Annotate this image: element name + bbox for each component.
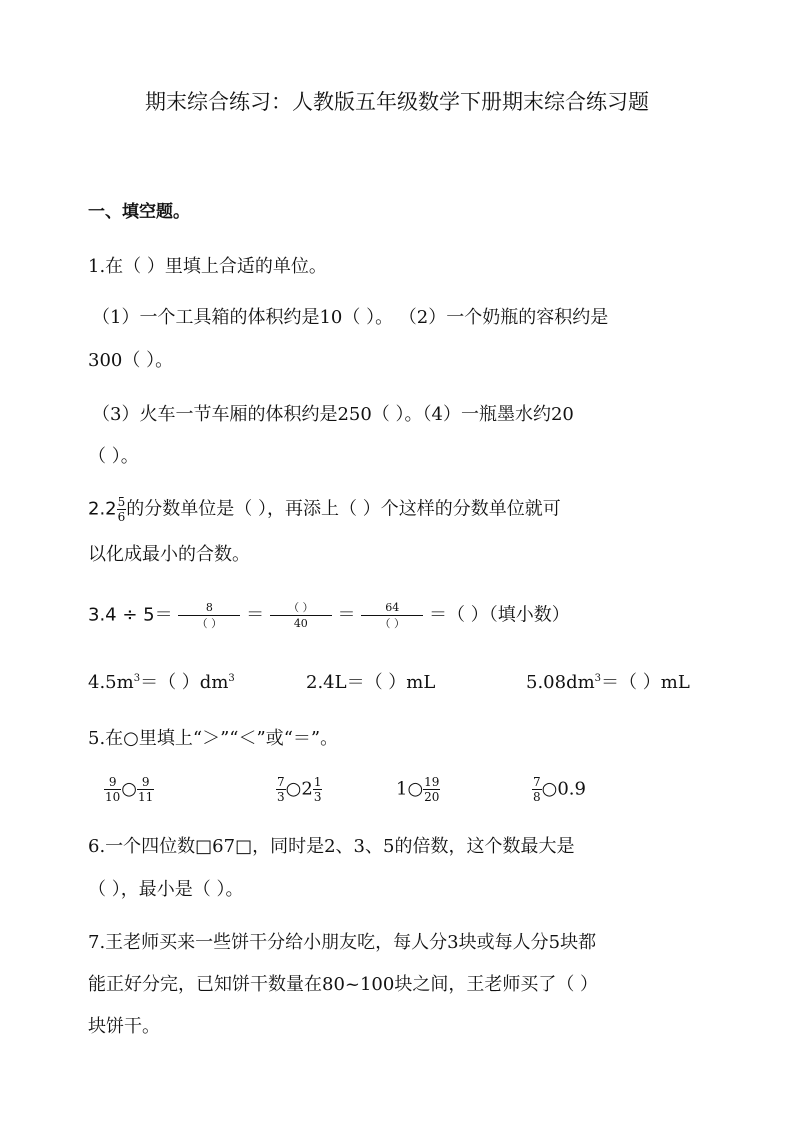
equals-sign: ＝ bbox=[337, 604, 356, 626]
fraction bbox=[104, 776, 121, 803]
compare-circle: 1○ bbox=[396, 778, 424, 800]
comparison-2 bbox=[276, 776, 322, 803]
fraction bbox=[423, 776, 440, 803]
fraction-numerator: 8 bbox=[205, 601, 213, 614]
fraction-bar bbox=[361, 615, 423, 616]
question-3-line bbox=[88, 602, 570, 629]
question-2-line-1 bbox=[88, 496, 561, 523]
question-3-tail: ＝（ ）（填小数） bbox=[429, 604, 570, 626]
fraction-denominator: （ ） bbox=[196, 617, 223, 630]
question-6-line-1: 6.一个四位数□67□，同时是2、3、5的倍数，这个数最大是 bbox=[88, 836, 575, 857]
question-4-a-rest: ＝（ ）dm bbox=[140, 672, 229, 693]
fraction-numerator: 5 bbox=[117, 495, 126, 509]
question-7-line-1: 7.王老师买来一些饼干分给小朋友吃，每人分3块或每人分5块都 bbox=[88, 932, 597, 953]
comparison-4 bbox=[532, 776, 586, 803]
superscript: 3 bbox=[594, 673, 602, 684]
fraction-numerator: （ ） bbox=[288, 601, 314, 614]
fraction-numerator: 7 bbox=[277, 775, 285, 789]
question-6-line-2: （ ），最小是（ ）。 bbox=[88, 879, 244, 900]
superscript: 3 bbox=[133, 673, 141, 684]
fraction bbox=[361, 602, 423, 629]
fraction-denominator: 3 bbox=[277, 790, 285, 804]
question-1-line-c: （3）火车一节车厢的体积约是250（ ）。（4）一瓶墨水约20 bbox=[92, 404, 574, 425]
fraction-denominator: （ ） bbox=[379, 617, 406, 630]
fraction bbox=[313, 776, 323, 803]
fraction-bar bbox=[178, 615, 240, 616]
fraction-bar bbox=[270, 615, 332, 616]
fraction-denominator: 3 bbox=[313, 790, 322, 804]
fraction-numerator: 1 bbox=[313, 775, 322, 789]
fraction bbox=[276, 776, 286, 803]
superscript: 3 bbox=[228, 673, 235, 684]
fraction-denominator: 20 bbox=[424, 790, 440, 804]
question-4-c-rest: ＝（ ）mL bbox=[601, 672, 690, 693]
comparison-3 bbox=[396, 776, 440, 803]
question-1-line-a: （1）一个工具箱的体积约是10（ ）。 （2）一个奶瓶的容积约是 bbox=[92, 307, 609, 328]
fraction bbox=[532, 776, 542, 803]
fraction-denominator: 10 bbox=[105, 790, 121, 804]
question-4-a: 4.5m bbox=[88, 672, 134, 693]
question-5-stem: 5.在○里填上“＞”“＜”或“＝”。 bbox=[88, 728, 339, 749]
question-7-line-3: 块饼干。 bbox=[88, 1016, 160, 1037]
question-4-line bbox=[88, 672, 235, 695]
fraction-denominator: 40 bbox=[293, 617, 308, 630]
fraction-numerator: 64 bbox=[385, 601, 400, 614]
question-4-c-line bbox=[526, 672, 690, 695]
equals-sign: ＝ bbox=[246, 604, 265, 626]
question-1-stem: 1.在（ ）里填上合适的单位。 bbox=[88, 256, 327, 277]
fraction-numerator: 19 bbox=[424, 775, 440, 789]
fraction-numerator: 9 bbox=[141, 775, 150, 789]
fraction-numerator: 7 bbox=[533, 775, 541, 789]
question-4-c: 5.08dm bbox=[526, 672, 595, 693]
fraction bbox=[178, 602, 240, 629]
question-1-line-d: （ ）。 bbox=[88, 446, 139, 467]
comparison-1 bbox=[104, 776, 154, 803]
question-7-line-2: 能正好分完，已知饼干数量在80~100块之间，王老师买了（ ） bbox=[88, 974, 599, 995]
compare-circle: ○0.9 bbox=[541, 778, 586, 800]
fraction bbox=[117, 496, 127, 523]
question-1-line-b: 300（ ）。 bbox=[88, 350, 174, 371]
page-title: 期末综合练习：人教版五年级数学下册期末综合练习题 bbox=[145, 90, 649, 114]
question-4-b: 2.4L＝（ ）mL bbox=[306, 672, 436, 693]
question-2-text: 的分数单位是（ ），再添上（ ）个这样的分数单位就可 bbox=[126, 498, 561, 520]
fraction bbox=[137, 776, 154, 803]
fraction-denominator: 8 bbox=[533, 790, 541, 804]
question-2-prefix: 2.2 bbox=[88, 498, 117, 520]
question-2-line-2: 以化成最小的合数。 bbox=[88, 544, 250, 565]
fraction-denominator: 11 bbox=[138, 790, 154, 804]
section-heading: 一、填空题。 bbox=[88, 202, 190, 222]
fraction-denominator: 6 bbox=[117, 510, 126, 524]
fraction-numerator: 9 bbox=[108, 775, 117, 789]
compare-circle: ○ bbox=[121, 778, 137, 800]
question-3-lhs: 3.4 ÷ 5＝ bbox=[88, 604, 173, 626]
fraction bbox=[270, 602, 332, 629]
compare-circle: ○2 bbox=[285, 778, 313, 800]
